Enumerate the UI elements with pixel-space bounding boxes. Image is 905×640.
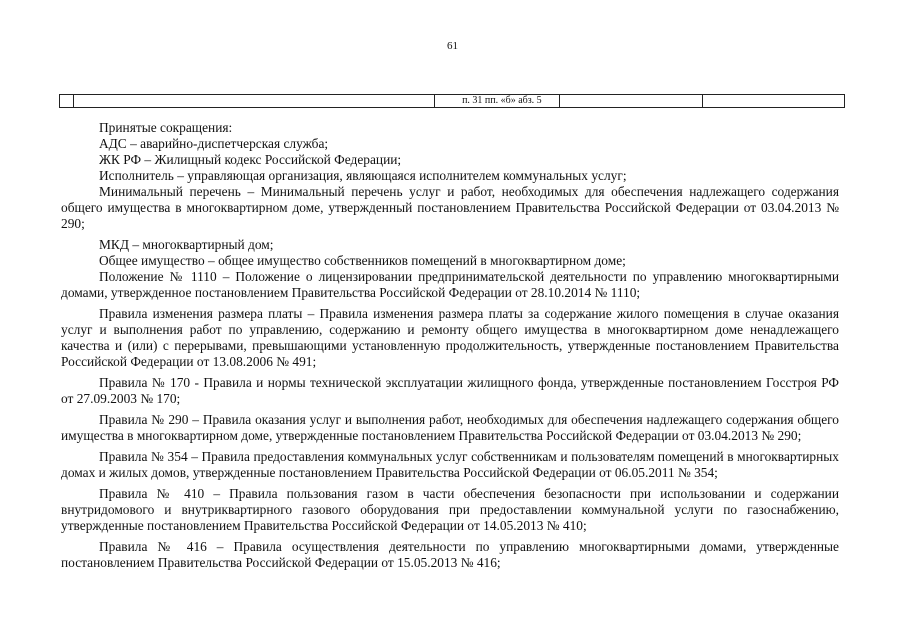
abbreviation-entry: Правила № 354 – Правила предоставления коммунальных услуг собственникам и пользователям помещений в многоквартирных домах и жилых домов, утвержденные постановлением Правительства Российской Федерации от 06.05.2011 № 354; xyxy=(61,449,839,480)
abbreviation-entry: Правила № 410 – Правила пользования газом в части обеспечения безопасности при использовании и содержании внутридомового и внутриквартирного газового оборудования при предоставлении коммунальной услуги по газоснабжению, утвержденные постановлением Правительства Российской Федерации от 14.05.2013 № 410; xyxy=(61,486,839,533)
abbreviation-entry: МКД – многоквартирный дом; xyxy=(99,237,274,252)
page-number: 61 xyxy=(447,40,458,52)
abbreviation-entry: Общее имущество – общее имущество собственников помещений в многоквартирном доме; xyxy=(99,253,626,268)
abbreviation-entry: ЖК РФ – Жилищный кодекс Российской Федерации; xyxy=(99,152,402,167)
table-cell xyxy=(703,95,844,107)
abbreviations-list xyxy=(61,120,839,571)
abbreviation-entry: Исполнитель – управляющая организация, являющаяся исполнителем коммунальных услуг; xyxy=(99,168,627,183)
table-row xyxy=(59,94,845,108)
abbreviations-heading: Принятые сокращения: xyxy=(99,120,233,135)
abbreviation-entry: Правила № 170 - Правила и нормы технической эксплуатации жилищного фонда, утвержденные постановлением Госстроя РФ от 27.09.2003 № 170; xyxy=(61,375,839,406)
table-cell xyxy=(74,95,435,107)
table-cell xyxy=(560,95,704,107)
abbreviation-entry: Правила изменения размера платы – Правила изменения размера платы за содержание жилого помещения в случае оказания услуг и выполнения работ по управлению, содержанию и ремонту общего имущества в многоквартирном доме ненадлежащего качества и (или) с перерывами, превышающими установленную продолжительность, утвержденные постановлением Правительства Российской Федерации от 13.08.2006 № 491; xyxy=(61,306,839,369)
table-cell-reference: п. 31 пп. «б» абз. 5 xyxy=(435,95,560,107)
abbreviation-entry: Правила № 416 – Правила осуществления деятельности по управлению многоквартирными домами, утвержденные постановлением Правительства Российской Федерации от 15.05.2013 № 416; xyxy=(61,539,839,570)
table-cell xyxy=(60,95,74,107)
abbreviation-entry: АДС – аварийно-диспетчерская служба; xyxy=(99,136,329,151)
abbreviation-entry: Положение № 1110 – Положение о лицензировании предпринимательской деятельности по управлению многоквартирными домами, утвержденное постановлением Правительства Российской Федерации от 28.10.2014 № 1110; xyxy=(61,269,839,300)
abbreviation-entry: Правила № 290 – Правила оказания услуг и выполнения работ, необходимых для обеспечения надлежащего содержания общего имущества в многоквартирном доме, утвержденные постановлением Правительства Российской Федерации от 03.04.2013 № 290; xyxy=(61,412,839,443)
abbreviation-entry: Минимальный перечень – Минимальный перечень услуг и работ, необходимых для обеспечения надлежащего содержания общего имущества в многоквартирном доме, утвержденный постановлением Правительства Российской Федерации от 03.04.2013 № 290; xyxy=(61,184,839,231)
